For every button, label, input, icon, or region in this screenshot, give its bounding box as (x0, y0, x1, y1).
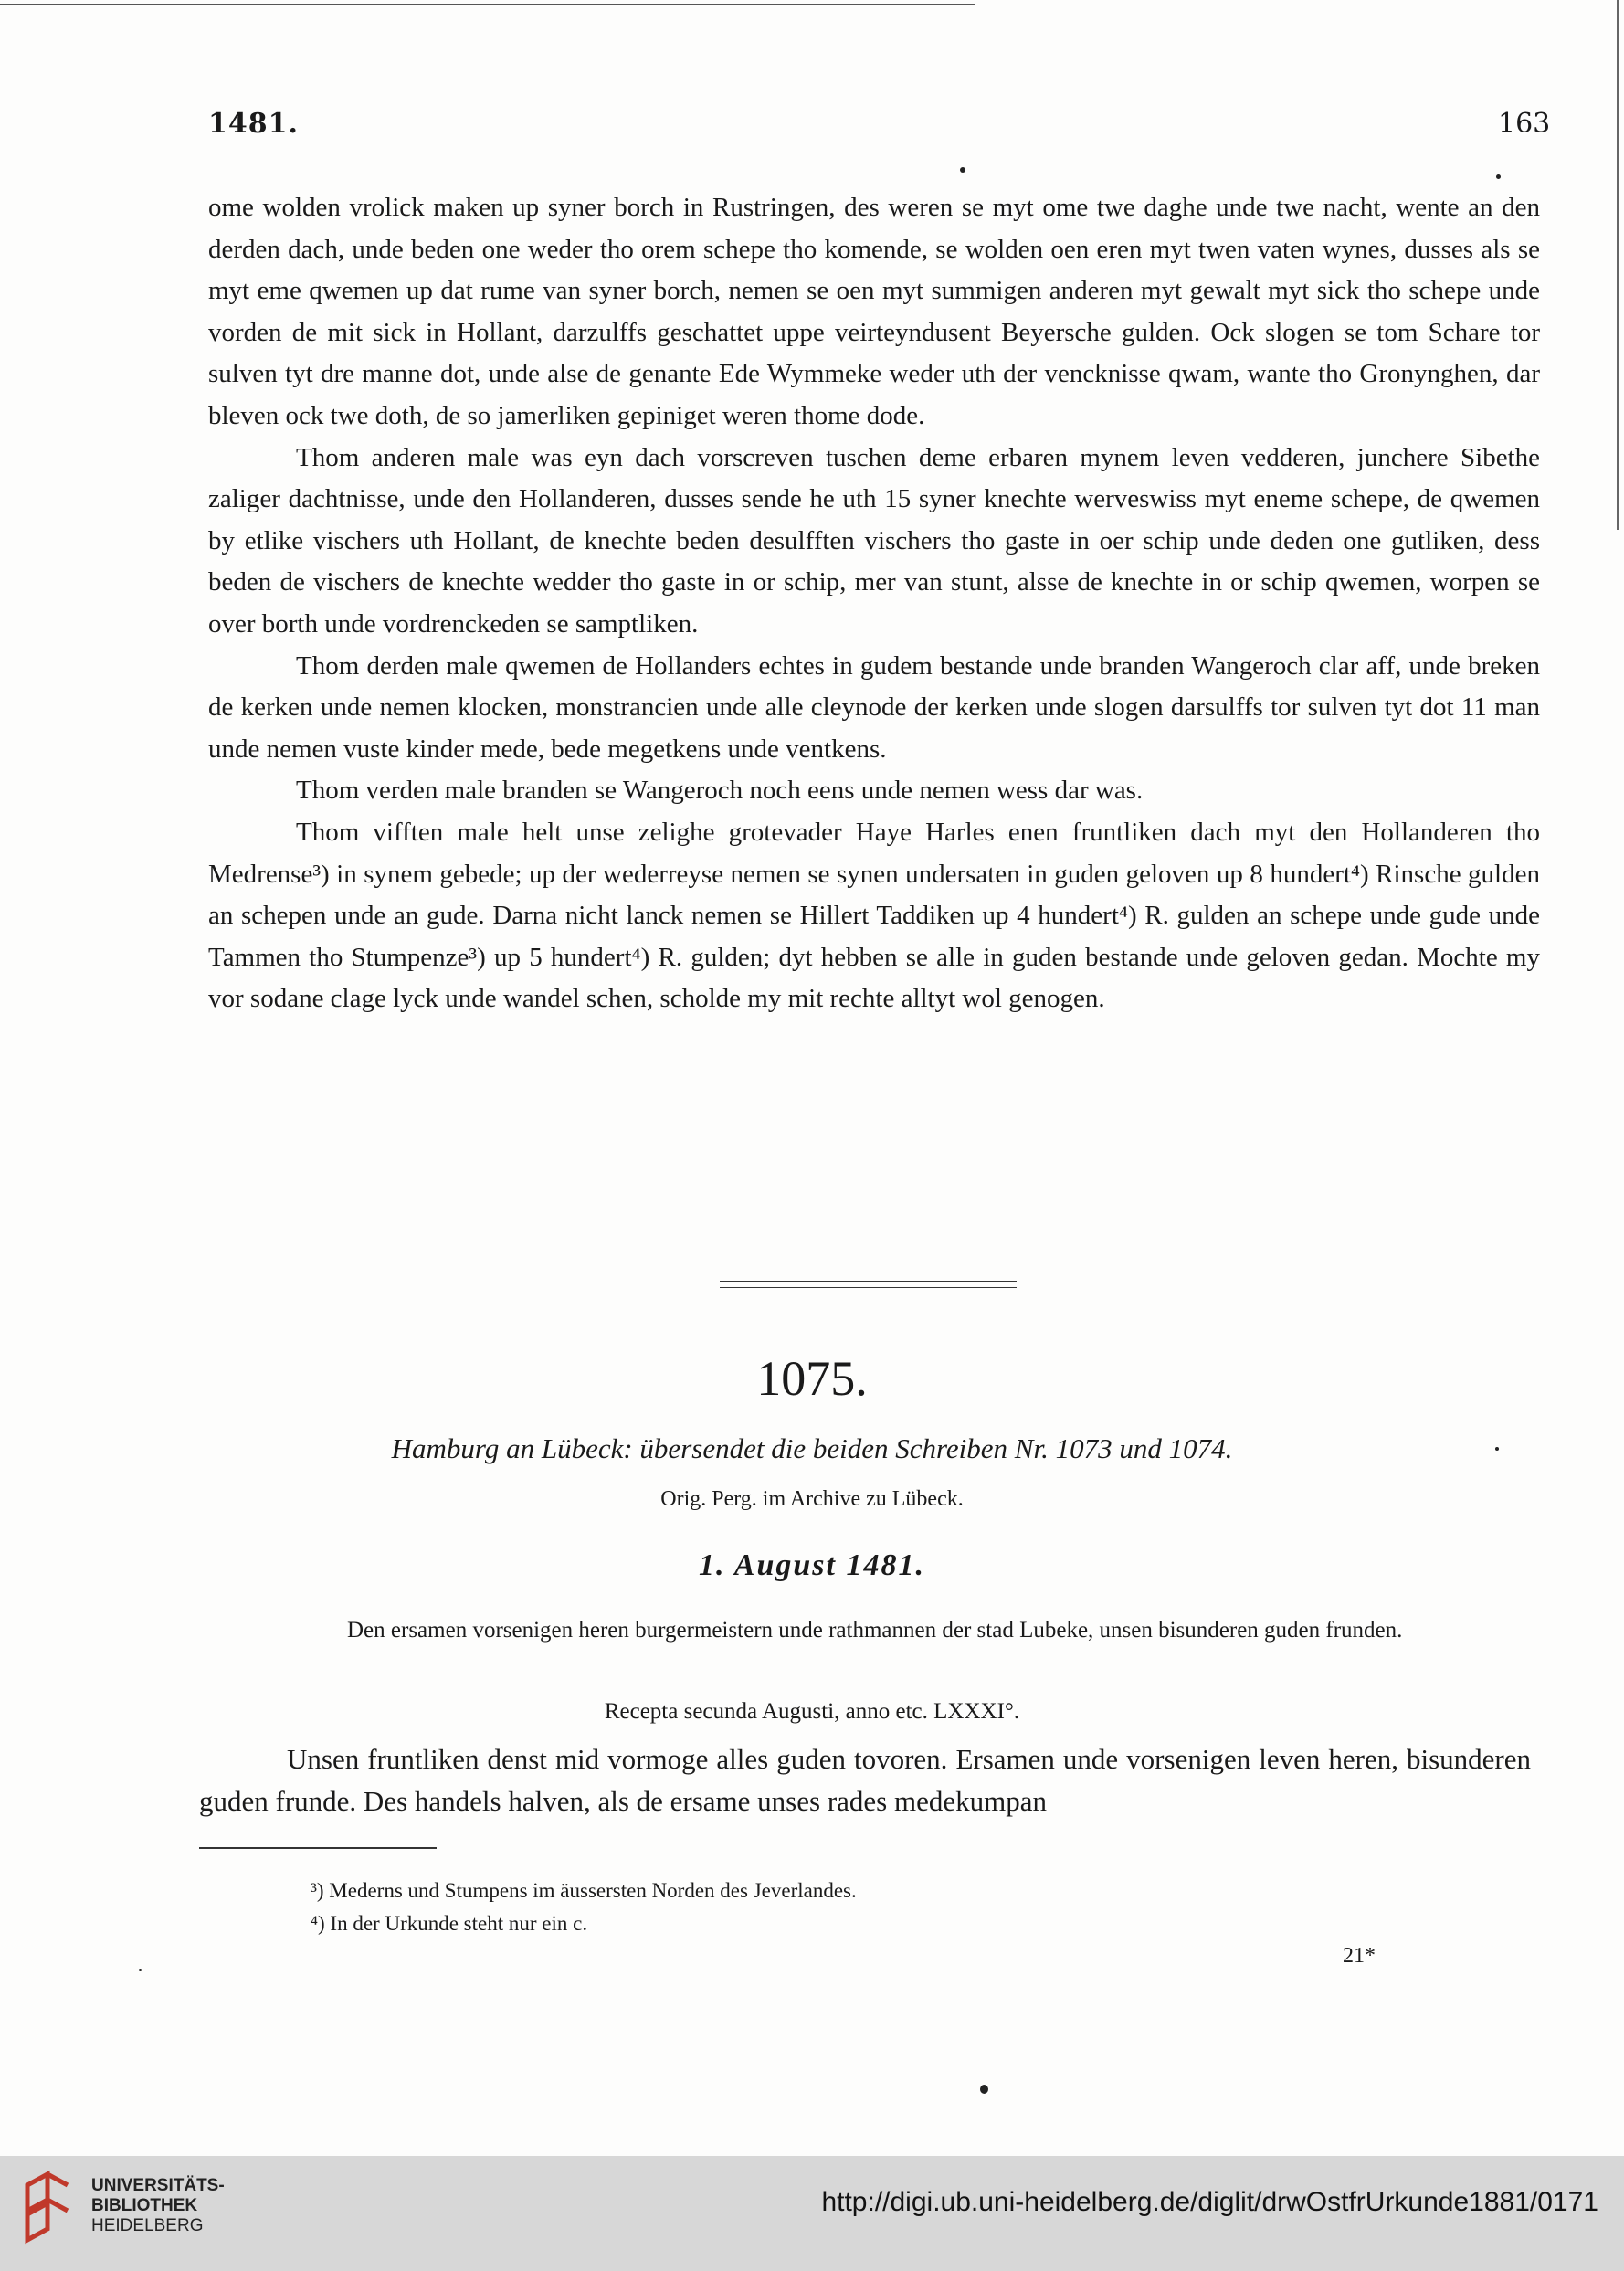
paragraph: ome wolden vrolick maken up syner borch in Rustringen, des weren se myt ome twe daghe unde twe nacht, wente an den derden dach, unde beden one weder tho orem schepe tho komende, se wolden oen eren myt twen vaten wynes, dusses als se myt eme qwemen up dat rume van syner borch, nemen se oen myt summigen anderen myt gewalt myt sick tho schepe unde vorden de mit sick in Hollant, darzulffs geschattet uppe veirteyndusent Beyersche gulden. Ock slogen se tom Schare tor sulven tyt dre manne dot, unde alse de genante Ede Wymmeke weder uth der vencknisse qwam, wante tho Gronynghen, dar bleven ock twe doth, de so jamerliken gepiniget weren thome dode. (208, 193, 1540, 430)
document-number: 1075. (756, 1351, 868, 1406)
paragraph: Thom derden male qwemen de Hollanders echtes in gudem bestande unde branden Wangeroch clar aff, unde breken de kerken unde nemen klocken, monstrancien unde alle cleynode der kerken unde slogen darsulffs tor sulven tyt dot 11 man unde nemen vuste kinder mede, bede megetkens unde ventkens. (208, 650, 1540, 764)
section-divider (720, 1281, 1017, 1288)
library-name (91, 2176, 225, 2236)
library-logo-icon (20, 2167, 84, 2258)
paragraph: Thom verden male branden se Wangeroch noch eens unde nemen wess dar was. (296, 776, 1144, 806)
library-name-line: BIBLIOTHEK (91, 2196, 198, 2215)
scan-speck (139, 1969, 142, 1971)
body-text (208, 187, 1540, 1020)
scan-speck (980, 2085, 988, 2094)
footnote-rule (199, 1847, 437, 1849)
document-regest: Hamburg an Lübeck: übersendet die beiden Schreiben Nr. 1073 und 1074. (391, 1432, 1233, 1464)
paragraph: Unsen fruntliken denst mid vormoge alles guden tovoren. Ersamen unde vorsenigen leven heren, bisunderen guden frunde. Des handels halven, als de ersame unses rades medekumpan (199, 1743, 1531, 1817)
paragraph: Thom vifften male helt unse zelighe grotevader Haye Harles enen fruntliken dach myt den Hollanderen tho Medrense³) in synem gebede; up der wederreyse nemen se synen undersaten in guden geloven up 8 hundert⁴) Rinsche gulden an schepen unde an gude. Darna nicht lanck nemen se Hillert Taddiken up 4 hundert⁴) R. gulden an schepe unde gude unde Tammen tho Stumpenze³) up 5 hundert⁴) R. gulden; dyt hebben se alle in guden bestande unde geloven gedan. Mochte my vor sodane clage lyck unde wandel schen, scholde my mit rechte alltyt wol genogen. (208, 817, 1540, 1014)
scan-speck (1496, 174, 1501, 179)
page-number: 163 (1498, 108, 1551, 140)
running-head-year: 1481. (208, 108, 299, 140)
permalink-url[interactable]: http://digi.ub.uni-heidelberg.de/diglit/drwOstfrUrkunde1881/0171 (821, 2187, 1598, 2217)
footnote: ⁴) In der Urkunde steht nur ein c. (311, 1912, 588, 1935)
document-date: 1. August 1481. (699, 1548, 925, 1582)
letter-address: Den ersamen vorsenigen heren burgermeistern unde rathmannen der stad Lubeke, unsen bisunderen guden frunden. (347, 1618, 1403, 1643)
receipt-note: Recepta secunda Augusti, anno etc. LXXXI°. (604, 1699, 1020, 1724)
letter-text (199, 1738, 1531, 1822)
scan-edge-line-right (1617, 0, 1619, 530)
paragraph: Thom anderen male was eyn dach vorscreven tuschen deme erbaren mynem leven vedderen, junchere Sibethe zaliger dachtnisse, unde den Hollanderen, dusses sende he uth 15 syner knechte werveswiss myt eneme schepe, de qwemen by etlike vischers uth Hollant, de knechte beden desulfften vischers tho gaste in oer schip unde deden one gutliken, dess beden de vischers de knechte wedder tho gaste in or schip, mer van stunt, alsse de knechte in or schip qwemen, worpen se over borth unde vordrenckeden se samptliken. (208, 442, 1540, 639)
document-source: Orig. Perg. im Archive zu Lübeck. (660, 1487, 964, 1511)
scan-edge-line (0, 4, 975, 5)
library-name-line: UNIVERSITÄTS- (91, 2176, 225, 2195)
footnote: ³) Mederns und Stumpens im äussersten Norden des Jeverlandes. (311, 1879, 857, 1902)
library-name-line: HEIDELBERG (91, 2216, 204, 2235)
scan-speck (1495, 1447, 1499, 1451)
footnotes (311, 1875, 1315, 1940)
scan-speck (960, 167, 965, 173)
sheet-signature: 21* (1343, 1944, 1376, 1968)
